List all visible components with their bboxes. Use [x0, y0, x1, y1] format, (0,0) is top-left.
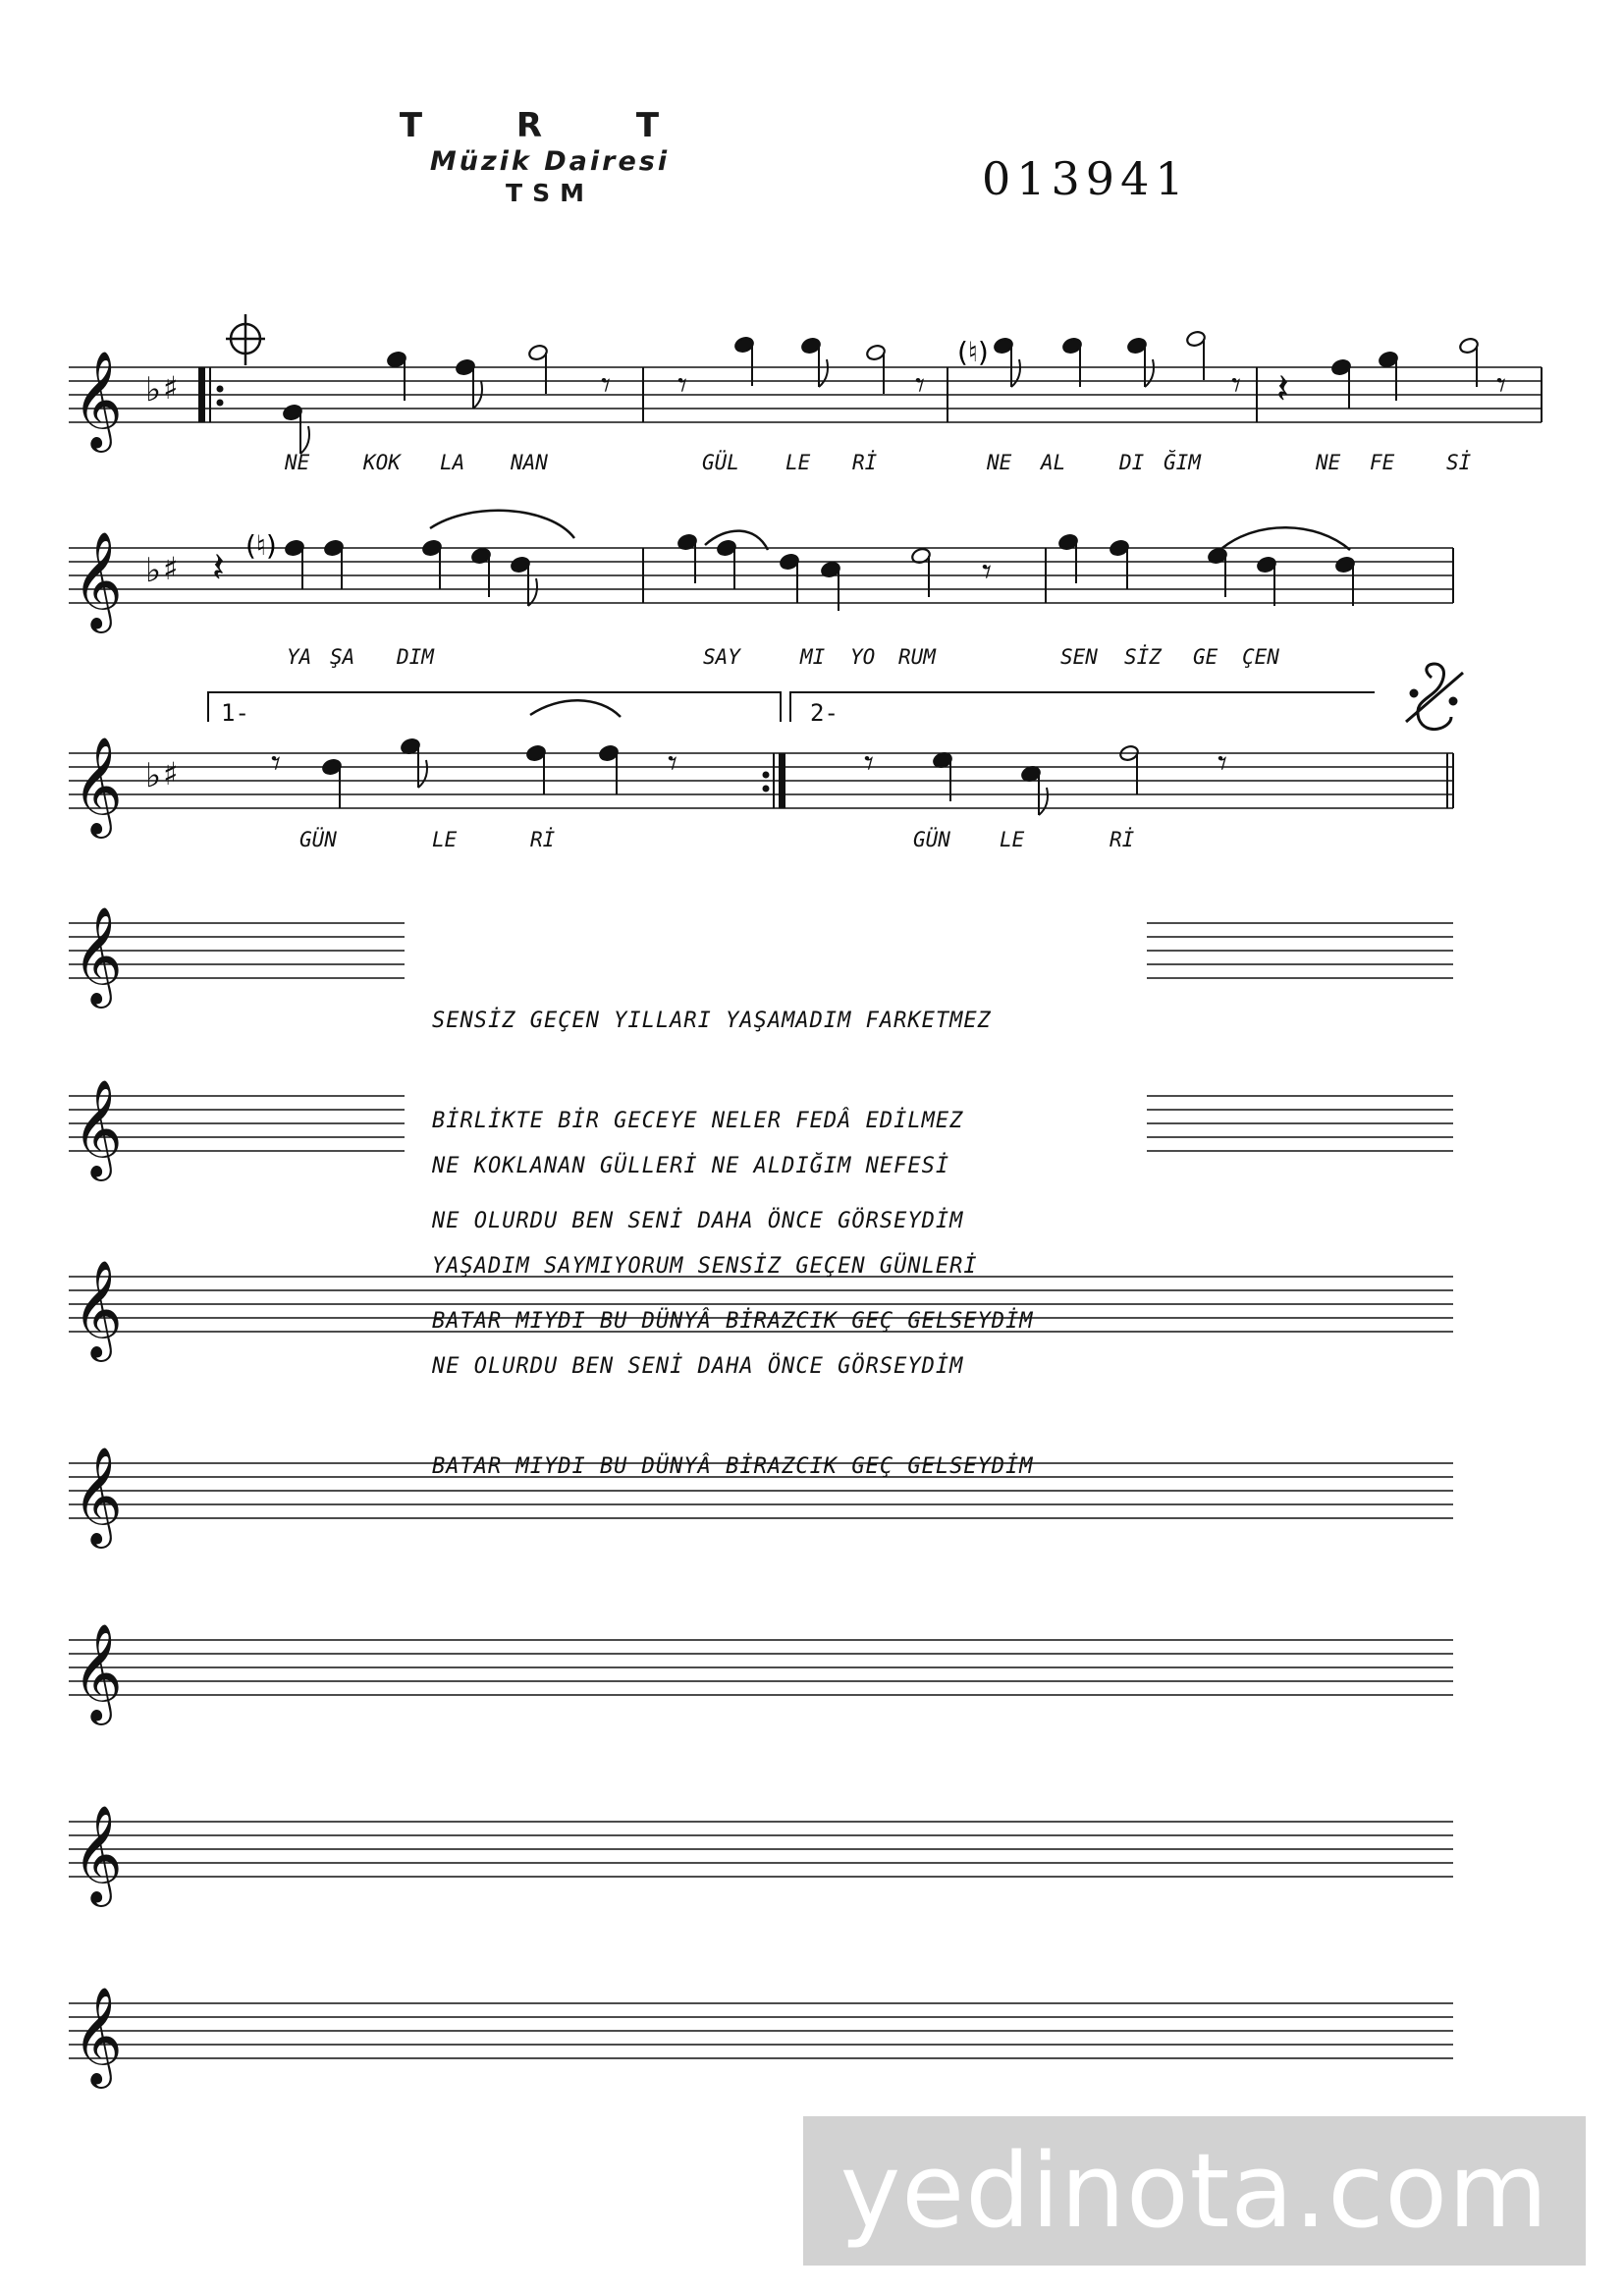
verse-line: BATAR MIYDI BU DÜNYÂ BİRAZCIK GEÇ GELSEYDİM — [432, 1454, 1034, 1479]
lyric-syllable: ÇEN — [1242, 645, 1279, 669]
verse-line: NE OLURDU BEN SENİ DAHA ÖNCE GÖRSEYDİM — [432, 1209, 964, 1233]
eighth-rest-icon: 𝄾 — [1218, 741, 1228, 785]
lyric-syllable: LE — [1000, 828, 1025, 851]
system-3-lyrics — [299, 827, 1135, 851]
lyric-syllable: KOK — [363, 451, 401, 474]
treble-clef-icon: 𝄞 — [73, 1987, 123, 2085]
flat-icon: ♭ — [145, 756, 162, 795]
sharp-icon: ♯ — [163, 369, 179, 407]
volta-brackets — [208, 692, 1375, 722]
lyric-syllable: Rİ — [1110, 828, 1135, 851]
natural-mark: (♮) — [245, 529, 277, 562]
stamp-line-3: TSM — [506, 179, 594, 207]
repeat-end-bar — [779, 753, 785, 808]
volta-1-label: 1- — [221, 699, 249, 727]
treble-clef-icon: 𝄞 — [73, 737, 123, 835]
treble-clef-icon: 𝄞 — [73, 1623, 123, 1721]
lyric-syllable: MI — [800, 645, 826, 669]
lyric-syllable: LA — [440, 451, 465, 474]
lyric-syllable: NAN — [511, 451, 548, 474]
lyric-syllable: RUM — [898, 645, 936, 669]
lyric-syllable: ŞA — [330, 645, 355, 669]
eighth-rest-icon: 𝄾 — [1231, 363, 1242, 407]
note-flag — [418, 760, 427, 788]
lyric-syllable: YA — [287, 645, 312, 669]
system-2-lyrics — [287, 644, 1279, 669]
lyric-syllable: NE — [285, 451, 310, 474]
system-1-lyrics — [284, 450, 1472, 474]
note-flag — [819, 359, 828, 387]
note-flag — [1039, 788, 1048, 815]
eighth-rest-icon: 𝄾 — [677, 363, 688, 407]
eighth-rest-icon: 𝄾 — [982, 550, 993, 593]
treble-clef-icon: 𝄞 — [73, 531, 123, 629]
volta-2-label: 2- — [810, 699, 839, 727]
note-flag — [300, 426, 309, 454]
notes — [212, 330, 1506, 815]
flat-icon: ♭ — [145, 370, 162, 410]
treble-clef-icon: 𝄞 — [73, 906, 123, 1005]
note-flag — [528, 578, 537, 606]
eighth-rest-icon: 𝄾 — [1496, 363, 1507, 407]
treble-clef-icon: 𝄞 — [73, 1260, 123, 1358]
document-number: 013941 — [982, 152, 1190, 205]
repeat-dot — [217, 400, 224, 407]
segno-end-sign — [1406, 664, 1463, 730]
lyric-syllable: SEN — [1060, 645, 1098, 669]
lyric-syllable: Sİ — [1446, 451, 1472, 474]
lyric-syllable: GÜN — [913, 828, 950, 851]
lyric-syllable: Rİ — [852, 451, 878, 474]
lyric-syllable: YO — [850, 645, 876, 669]
lyric-syllable: GE — [1193, 645, 1218, 669]
lyric-syllable: LE — [432, 828, 458, 851]
slurs — [430, 511, 1350, 717]
verse-line: SENSİZ GEÇEN YILLARI YAŞAMADIM FARKETMEZ — [432, 1009, 992, 1033]
lyric-syllable: ĞIM — [1164, 451, 1201, 474]
quarter-rest-icon: 𝄽 — [1276, 364, 1289, 412]
repeat-dot — [763, 772, 770, 779]
verse-line: NE OLURDU BEN SENİ DAHA ÖNCE GÖRSEYDİM — [432, 1354, 964, 1379]
stamp-line-1: T R T — [399, 106, 701, 145]
sharp-icon: ♯ — [163, 755, 179, 792]
lyric-syllable: SİZ — [1124, 645, 1162, 669]
lyric-syllable: NE — [1316, 451, 1341, 474]
flat-icon: ♭ — [145, 551, 162, 590]
note-flag — [1145, 359, 1154, 387]
treble-clef-icon: 𝄞 — [73, 1447, 123, 1545]
repeat-dot — [217, 386, 224, 393]
natural-mark: (♮) — [957, 336, 989, 368]
stamp-line-2: Müzik Dairesi — [429, 146, 671, 177]
lyric-syllable: LE — [785, 451, 811, 474]
repeat-dot — [763, 786, 770, 792]
verse-line: BİRLİKTE BİR GECEYE NELER FEDÂ EDİLMEZ — [432, 1109, 964, 1133]
lyric-syllable: GÜN — [299, 828, 337, 851]
sharp-icon: ♯ — [163, 550, 179, 587]
lyric-syllable: SAY — [703, 645, 740, 669]
eighth-rest-icon: 𝄾 — [601, 363, 612, 407]
lyric-syllable: FE — [1370, 451, 1395, 474]
eighth-rest-icon: 𝄾 — [864, 741, 875, 785]
quarter-rest-icon: 𝄽 — [212, 543, 225, 591]
treble-clef-icon: 𝄞 — [73, 1079, 123, 1177]
lyric-syllable: DIM — [397, 645, 434, 669]
eighth-rest-icon: 𝄾 — [915, 363, 926, 407]
verse-2 — [432, 1083, 1034, 1517]
eighth-rest-icon: 𝄾 — [668, 741, 678, 785]
verse-line: NE KOKLANAN GÜLLERİ NE ALDIĞIM NEFESİ — [432, 1154, 950, 1178]
lyric-syllable: GÜL — [702, 451, 739, 474]
treble-clef-icon: 𝄞 — [73, 351, 123, 449]
lyric-syllable: Rİ — [530, 828, 556, 851]
lyric-syllable: NE — [987, 451, 1012, 474]
verse-line: YAŞADIM SAYMIYORUM SENSİZ GEÇEN GÜNLERİ — [432, 1254, 978, 1279]
note-flag — [1011, 359, 1020, 387]
lyric-syllable: AL — [1041, 451, 1066, 474]
treble-clef-icon: 𝄞 — [73, 1805, 123, 1903]
watermark: yedinota.com — [803, 2116, 1586, 2266]
repeat-start-bar — [198, 367, 205, 422]
verse-line: BATAR MIYDI BU DÜNYÂ BİRAZCIK GEÇ GELSEYDİM — [432, 1309, 1034, 1334]
eighth-rest-icon: 𝄾 — [271, 741, 282, 785]
segno-sign — [226, 314, 265, 365]
treble-clefs — [73, 351, 178, 2089]
lyric-syllable: DI — [1119, 451, 1145, 474]
